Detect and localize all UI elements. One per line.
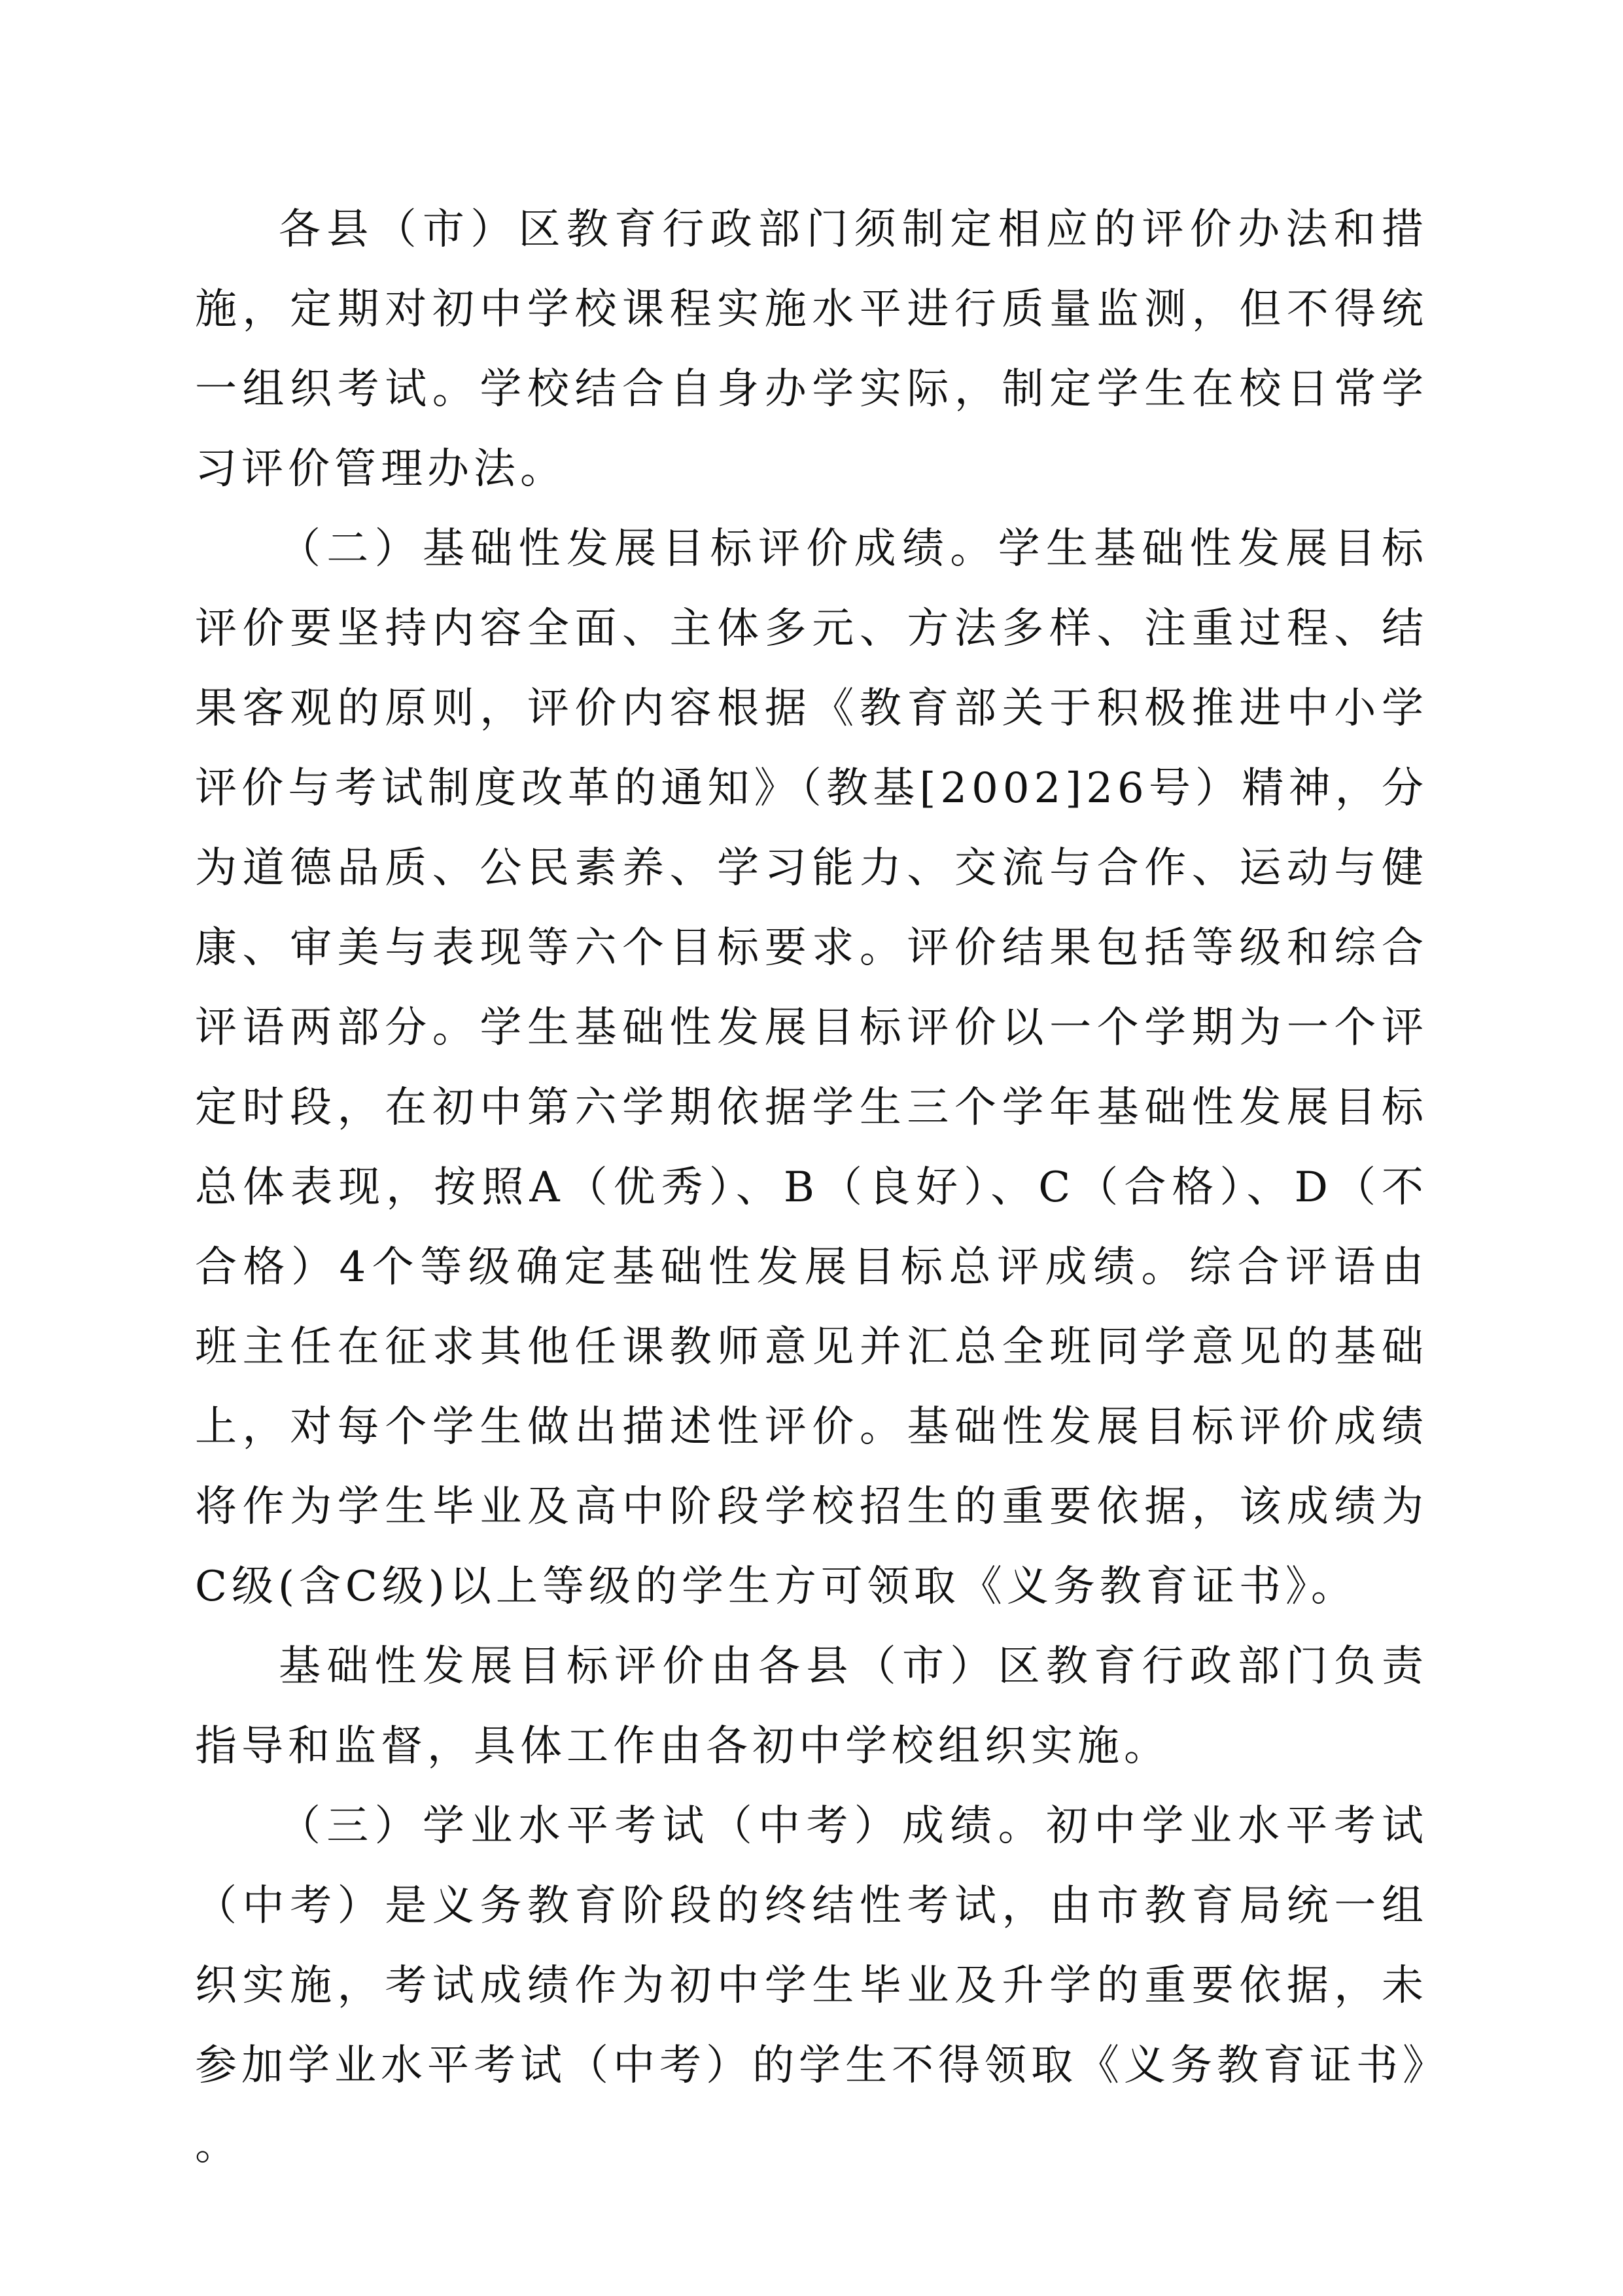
- document-body: [195, 190, 1428, 2185]
- paragraph-evaluation-measures: 各县（市）区教育行政部门须制定相应的评价办法和措施，定期对初中学校课程实施水平进行质量监测，但不得统一组织考试。学校结合自身办学实际，制定学生在校日常学习评价管理办法。: [195, 205, 1428, 493]
- paragraph-evaluation-supervision: 基础性发展目标评价由各县（市）区教育行政部门负责指导和监督，具体工作由各初中学校组织实施。: [195, 1642, 1428, 1771]
- paragraph-basic-development-goals: （二）基础性发展目标评价成绩。学生基础性发展目标评价要坚持内容全面、主体多元、方法多样、注重过程、结果客观的原则，评价内容根据《教育部关于积极推进中小学评价与考试制度改革的通知》（教基[2002]26号）精神，分为道德品质、公民素养、学习能力、交流与合作、运动与健康、审美与表现等六个目标要求。评价结果包括等级和综合评语两部分。学生基础性发展目标评价以一个学期为一个评定时段，在初中第六学期依据学生三个学年基础性发展目标总体表现，按照A（优秀）、B（良好）、C（合格）、D（不合格）4个等级确定基础性发展目标总评成绩。综合评语由班主任在征求其他任课教师意见并汇总全班同学意见的基础上，对每个学生做出描述性评价。基础性发展目标评价成绩将作为学生毕业及高中阶段学校招生的重要依据，该成绩为C级(含C级)以上等级的学生方可领取《义务教育证书》。: [195, 525, 1428, 1611]
- paragraph-academic-level-exam: （三）学业水平考试（中考）成绩。初中学业水平考试（中考）是义务教育阶段的终结性考试，由市教育局统一组织实施，考试成绩作为初中学生毕业及升学的重要依据，未参加学业水平考试（中考）的学生不得领取《义务教育证书》。: [195, 1802, 1428, 2170]
